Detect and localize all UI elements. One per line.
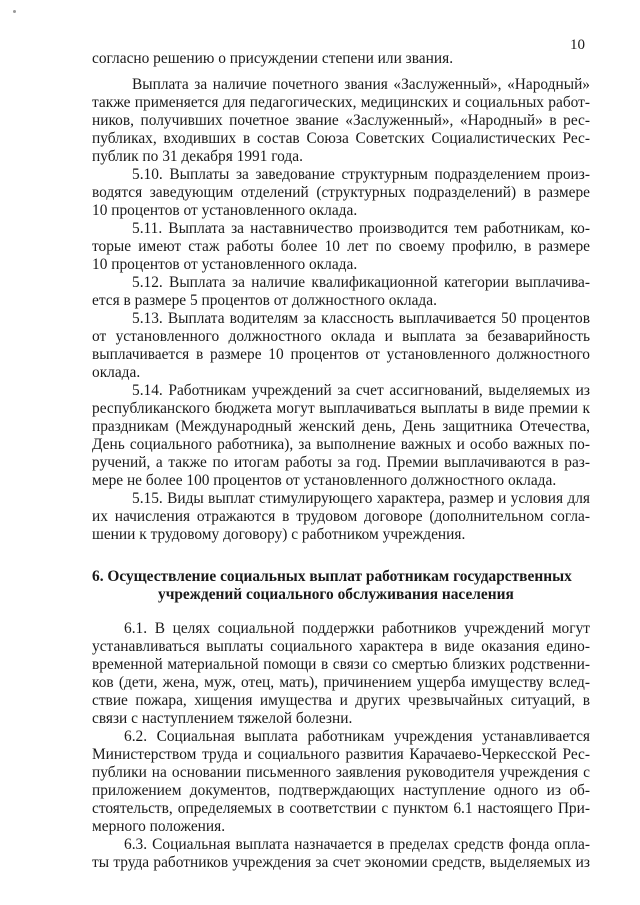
text-line: республиканского бюджета могут выплачиваться выплаты в виде премии к	[92, 400, 590, 417]
text-line: 10 процентов от установленного оклада.	[92, 256, 358, 273]
text-line: 6.2. Социальная выплата работникам учреждения устанавливается	[124, 728, 590, 745]
section-heading-line: 6. Осуществление социальных выплат работникам государственных	[92, 568, 572, 585]
text-line: Выплата за наличие почетного звания «Заслуженный», «Народный»	[132, 76, 590, 93]
text-line: публики на основании письменного заявления руководителя учреждения с	[92, 764, 590, 781]
text-line: мерного положения.	[92, 818, 226, 835]
text-line: 5.14. Работникам учреждений за счет ассигнований, выделяемых из	[132, 382, 590, 399]
text-line: ручений, а также по итогам работы за год. Премии выплачиваются в раз-	[92, 454, 590, 471]
text-line: водятся заведующим отделений (структурных подразделений) в размере	[92, 184, 590, 201]
scan-mark	[13, 10, 16, 13]
text-line: выплачивается в размере 10 процентов от установленного должностного	[92, 346, 590, 363]
text-line: 5.10. Выплаты за заведование структурным подразделением произ-	[132, 166, 590, 183]
text-line: 10 процентов от установленного оклада.	[92, 202, 358, 219]
text-line: мере не более 100 процентов от установленного должностного оклада.	[92, 472, 557, 489]
text-line: оклада.	[92, 364, 141, 381]
text-line: от установленного должностного оклада и выплата за безаварийность	[92, 328, 590, 345]
text-line: стоятельств, определяемых в соответствии с пунктом 6.1 настоящего При-	[92, 800, 590, 817]
section-heading-line: учреждений социального обслуживания населения	[158, 586, 514, 603]
text-line: Министерством труда и социального развития Карачаево-Черкесской Рес-	[92, 746, 590, 763]
text-line: ков (дети, жена, муж, отец, мать), причинением ущерба имуществу вслед-	[92, 674, 590, 691]
text-line: публик по 31 декабря 1991 года.	[92, 148, 303, 165]
text-line: ников, получивших почетное звание «Заслуженный», «Народный» в рес-	[92, 112, 590, 129]
text-line: 6.1. В целях социальной поддержки работников учреждений могут	[124, 620, 590, 637]
text-line: праздникам (Международный женский день, День защитника Отечества,	[92, 418, 590, 435]
text-line: шении к трудовому договору) с работником учреждения.	[92, 526, 466, 543]
page-number: 10	[570, 37, 585, 53]
text-line: ется в размере 5 процентов от должностного оклада.	[92, 292, 437, 309]
text-line: 5.12. Выплата за наличие квалификационной категории выплачива-	[132, 274, 590, 291]
text-line: также применяется для педагогических, медицинских и социальных работ-	[92, 94, 590, 111]
text-line: 6.3. Социальная выплата назначается в пределах средств фонда опла-	[124, 836, 590, 853]
text-line: 5.13. Выплата водителям за классность выплачивается 50 процентов	[132, 310, 590, 327]
text-line: приложением документов, подтверждающих наступление одного из об-	[92, 782, 590, 799]
text-line: 5.11. Выплата за наставничество производится тем работникам, ко-	[132, 220, 590, 237]
text-line: публиках, входивших в состав Союза Советских Социалистических Рес-	[92, 130, 590, 147]
text-line: их начисления отражаются в трудовом договоре (дополнительном согла-	[92, 508, 590, 525]
text-line: устанавливаться выплаты социального характера в виде оказания едино-	[92, 638, 590, 655]
text-line: временной материальной помощи в связи со смертью близких родственни-	[92, 656, 590, 673]
text-line: ты труда работников учреждения за счет экономии средств, выделяемых из	[92, 854, 590, 871]
text-line: торые имеют стаж работы более 10 лет по своему профилю, в размере	[92, 238, 590, 255]
text-line: ствие пожара, хищения имущества и других чрезвычайных ситуаций, в	[92, 692, 590, 709]
text-line: 5.15. Виды выплат стимулирующего характера, размер и условия для	[132, 490, 590, 507]
text-line: связи с наступлением тяжелой болезни.	[92, 710, 353, 727]
text-line: согласно решению о присуждении степени или звания.	[92, 50, 454, 67]
text-line: День социального работника), за выполнение важных и особо важных по-	[92, 436, 590, 453]
